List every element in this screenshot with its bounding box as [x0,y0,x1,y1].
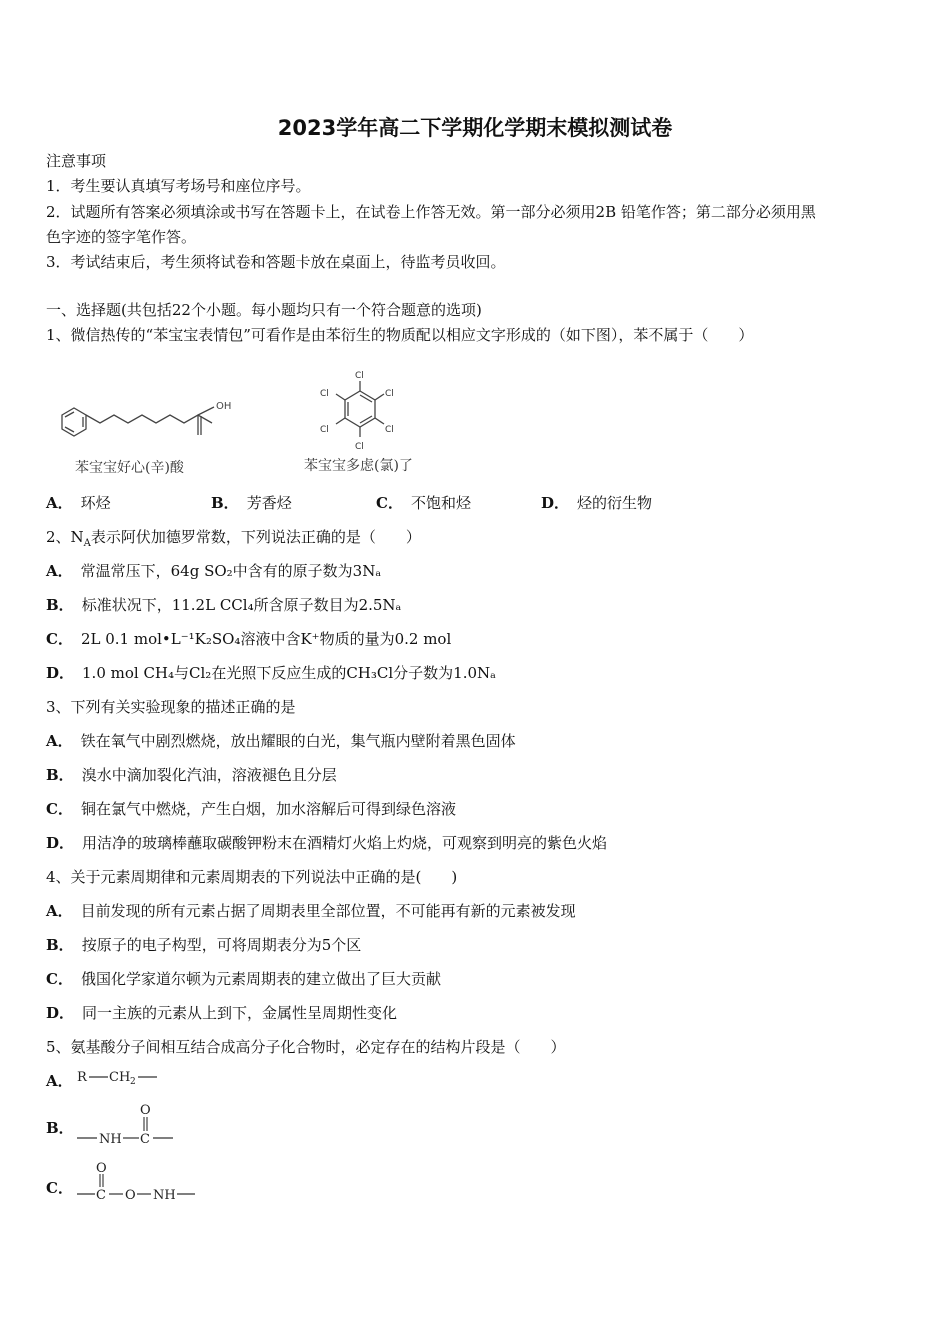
q3-stem: 3、下列有关实验现象的描述正确的是 [46,698,296,716]
q5-stem: 5、氨基酸分子间相互结合成高分子化合物时，必定存在的结构片段是（ ） [46,1038,566,1056]
q5-option-b-label[interactable]: B． [46,1119,74,1137]
q1-option-d[interactable]: D． 烃的衍生物 [541,494,653,512]
cl-label: Cl [320,389,329,399]
q3-option-b[interactable]: B． 溴水中滴加裂化汽油，溶液褪色且分层 [46,766,337,784]
o-label: O [125,1188,136,1203]
q5-option-a-label[interactable]: A． [46,1072,73,1090]
nh-label: NH [99,1132,122,1147]
ch-label: CH [109,1070,131,1085]
q5-option-c-structure [75,1160,205,1206]
caption-left: 苯宝宝好心(辛)酸 [75,460,184,476]
o-top-label: O [96,1161,107,1176]
q4-stem: 4、关于元素周期律和元素周期表的下列说法中正确的是( ) [46,868,458,886]
q1-option-b[interactable]: B． 芳香烃 [211,494,292,512]
r-label: R [77,1070,87,1085]
q2-option-c[interactable]: C． 2L 0.1 mol•L⁻¹K₂SO₄溶液中含K⁺物质的量为0.2 mol [46,630,452,648]
q1-option-c[interactable]: C． 不饱和烃 [376,494,471,512]
c-label: C [96,1188,106,1203]
subscript-2: 2 [130,1077,136,1087]
o-label: O [140,1103,151,1118]
notice-heading: 注意事项 [46,152,107,170]
q4-option-c[interactable]: C． 俄国化学家道尔顿为元素周期表的建立做出了巨大贡献 [46,970,441,988]
q2-option-a[interactable]: A． 常温常压下，64g SO₂中含有的原子数为3Nₐ [46,562,382,580]
cl-label: Cl [355,371,364,381]
cl-label: Cl [320,425,329,435]
q3-option-d[interactable]: D． 用洁净的玻璃棒蘸取碳酸钾粉末在酒精灯火焰上灼烧，可观察到明亮的紫色火焰 [46,834,608,852]
cl-label: Cl [385,389,394,399]
nh-label: NH [153,1188,176,1203]
notice-item-1: 1．考生要认真填写考场号和座位序号。 [46,177,311,195]
q2-stem: 2、$N_A$表示阿伏加德罗常数，下列说法正确的是（ ） [46,528,421,549]
hexachlorobenzene-structure [310,367,410,457]
cl-label: Cl [355,442,364,452]
q3-option-a[interactable]: A． 铁在氧气中剧烈燃烧，放出耀眼的白光，集气瓶内壁附着黑色固体 [46,732,516,750]
notice-item-2-cont: 色字迹的签字笔作答。 [46,228,197,246]
q5-option-c-label[interactable]: C． [46,1179,73,1197]
caption-right: 苯宝宝多虑(氯)了 [304,458,413,474]
section-heading: 一、选择题(共包括22个小题。每小题均只有一个符合题意的选项) [46,301,482,319]
q5-option-b-structure [75,1100,185,1148]
q1-option-a[interactable]: A． 环烃 [46,494,111,512]
q4-option-b[interactable]: B． 按原子的电子构型，可将周期表分为5个区 [46,936,362,954]
notice-item-3: 3．考试结束后，考生须将试卷和答题卡放在桌面上，待监考员收回。 [46,253,506,271]
oh-label: OH [216,401,232,412]
notice-item-2: 2．试题所有答案必须填涂或书写在答题卡上，在试卷上作答无效。第一部分必须用2B 铅笔作答；第二部分必须用黑 [46,203,816,221]
q4-option-a[interactable]: A． 目前发现的所有元素占据了周期表里全部位置，不可能再有新的元素被发现 [46,902,576,920]
q2-option-d[interactable]: D． 1.0 mol CH₄与Cl₂在光照下反应生成的CH₃Cl分子数为1.0Nₐ [46,664,496,682]
cl-label: Cl [385,425,394,435]
q5-option-a-structure [75,1066,165,1090]
q1-stem: 1、微信热传的“苯宝宝表情包”可看作是由苯衍生的物质配以相应文字形成的（如下图），苯不属于（ ） [46,326,754,344]
page-title: 2023学年高二下学期化学期末模拟测试卷 [277,116,673,140]
phenyl-octanoic-acid-structure [46,395,246,450]
q2-option-b[interactable]: B． 标准状况下，11.2L CCl₄所含原子数目为2.5Nₐ [46,596,402,614]
q4-option-d[interactable]: D． 同一主族的元素从上到下，金属性呈周期性变化 [46,1004,398,1022]
c-label: C [140,1132,150,1147]
q3-option-c[interactable]: C． 铜在氯气中燃烧，产生白烟，加水溶解后可得到绿色溶液 [46,800,456,818]
